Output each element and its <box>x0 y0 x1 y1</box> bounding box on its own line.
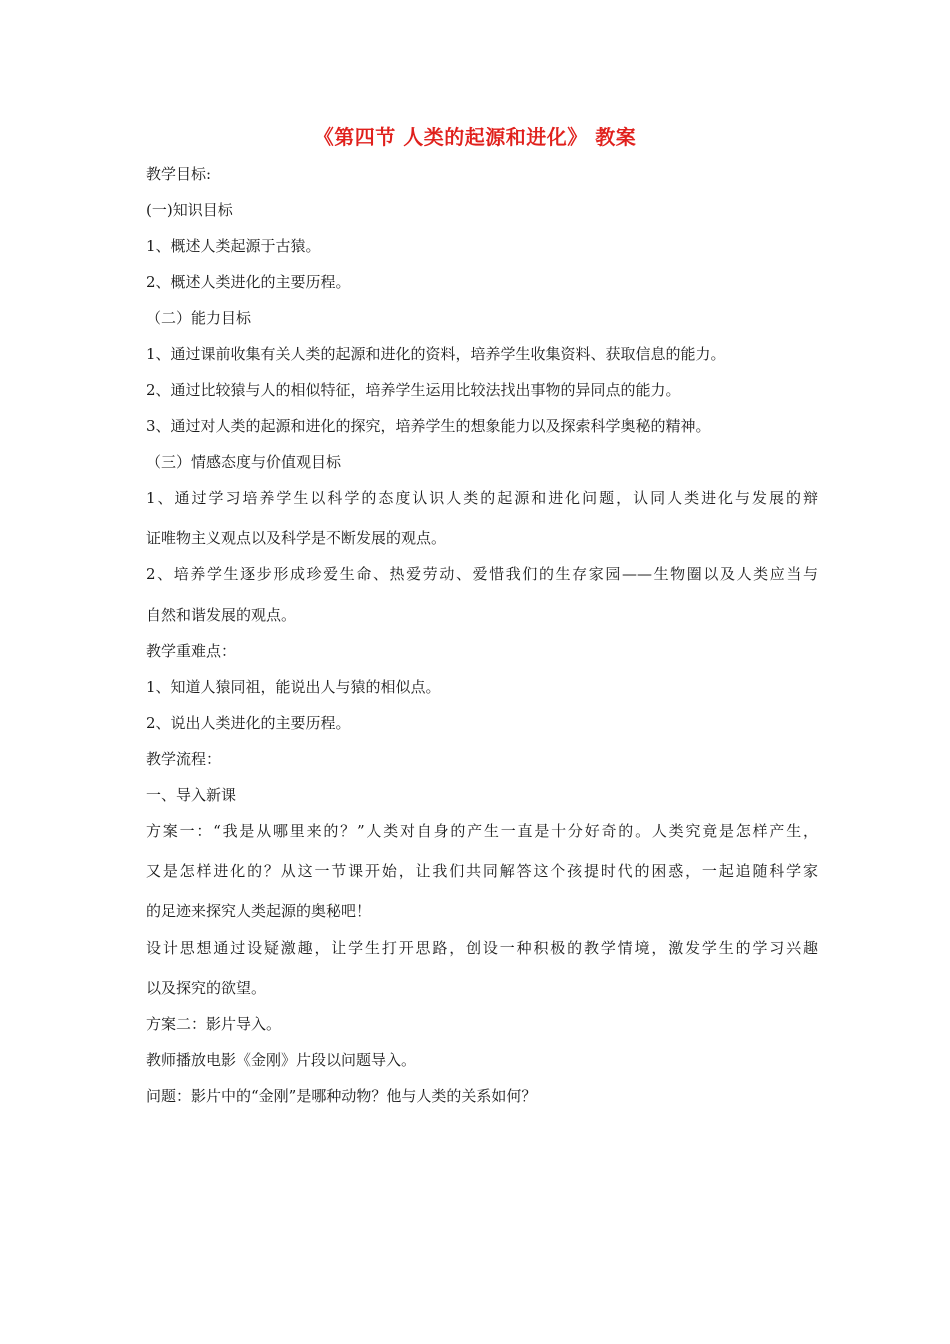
text-line: 以及探究的欲望。 <box>146 979 267 997</box>
text-line: （三）情感态度与价值观目标 <box>146 453 342 471</box>
text-line: 自然和谐发展的观点。 <box>146 606 297 624</box>
text-line: 又是怎样进化的？从这一节课开始，让我们共同解答这个孩提时代的困惑，一起追随科学家 <box>146 862 818 880</box>
text-line: 教师播放电影《金刚》片段以问题导入。 <box>146 1051 417 1069</box>
text-line: （二）能力目标 <box>146 309 252 327</box>
text-line: 1、知道人猿同祖，能说出人与猿的相似点。 <box>146 678 441 696</box>
text-line: 方案二：影片导入。 <box>146 1015 282 1033</box>
text-line: 的足迹来探究人类起源的奥秘吧！ <box>146 902 372 920</box>
text-line: 问题：影片中的“金刚”是哪种动物？他与人类的关系如何？ <box>146 1087 537 1105</box>
text-line: 教学重难点： <box>146 642 237 660</box>
text-line: 方案一：“我是从哪里来的？”人类对自身的产生一直是十分好奇的。人类究竟是怎样产生， <box>146 822 818 840</box>
text-line: 1、通过学习培养学生以科学的态度认识人类的起源和进化问题，认同人类进化与发展的辩 <box>146 489 818 507</box>
text-line: (一)知识目标 <box>146 201 233 219</box>
text-line: 设计思想通过设疑激趣，让学生打开思路，创设一种积极的教学情境，激发学生的学习兴趣 <box>146 939 818 957</box>
text-line: 教学目标: <box>146 165 212 183</box>
text-line: 2、说出人类进化的主要历程。 <box>146 714 351 732</box>
text-line: 2、通过比较猿与人的相似特征，培养学生运用比较法找出事物的异同点的能力。 <box>146 381 681 399</box>
text-line: 一、导入新课 <box>146 786 237 804</box>
text-line: 1、通过课前收集有关人类的起源和进化的资料，培养学生收集资料、获取信息的能力。 <box>146 345 726 363</box>
text-line: 1、概述人类起源于古猿。 <box>146 237 321 255</box>
text-line: 2、概述人类进化的主要历程。 <box>146 273 351 291</box>
document-title: 《第四节 人类的起源和进化》 教案 <box>313 125 637 149</box>
text-line: 2、培养学生逐步形成珍爱生命、热爱劳动、爱惜我们的生存家园——生物圈以及人类应当与 <box>146 565 818 583</box>
text-line: 证唯物主义观点以及科学是不断发展的观点。 <box>146 529 447 547</box>
text-line: 3、通过对人类的起源和进化的探究，培养学生的想象能力以及探索科学奥秘的精神。 <box>146 417 711 435</box>
text-line: 教学流程： <box>146 750 222 768</box>
